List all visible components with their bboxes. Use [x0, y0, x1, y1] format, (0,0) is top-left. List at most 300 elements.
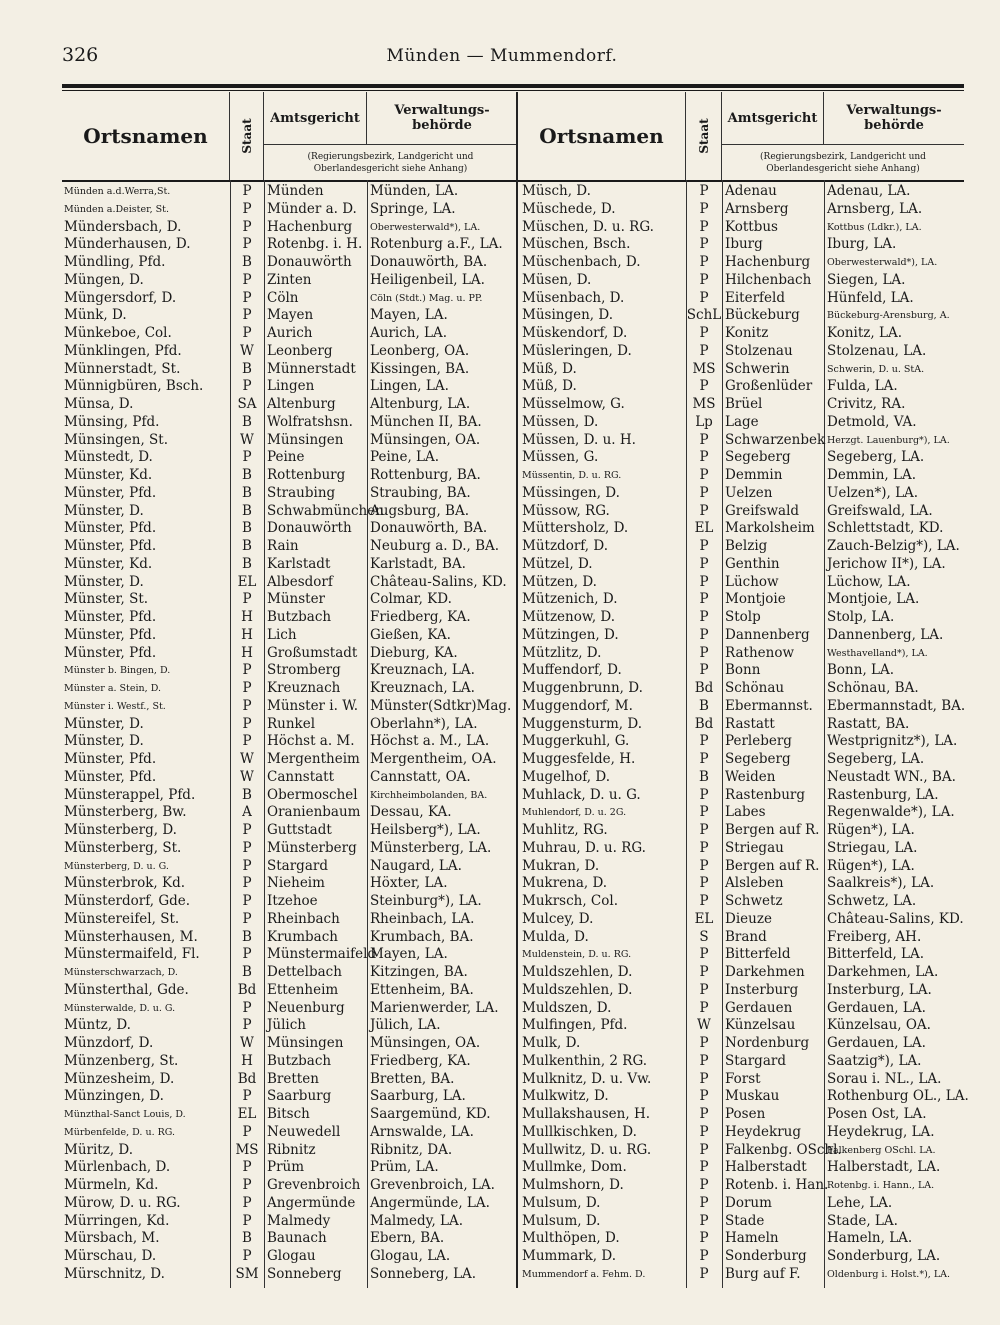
cell-staat: SA — [237, 396, 257, 412]
cell-ortsname: Müntz, D. — [64, 1017, 131, 1034]
cell-verwaltung: Lingen, LA. — [370, 378, 449, 395]
cell-amtsgericht: Schönau — [725, 680, 785, 696]
cell-amtsgericht: Schwetz — [725, 893, 783, 909]
cell-staat: H — [241, 644, 253, 661]
table-row — [62, 538, 517, 556]
table-row — [518, 946, 964, 964]
cell-amtsgericht: Krumbach — [267, 928, 338, 945]
cell-verwaltung: Kitzingen, BA. — [370, 964, 468, 980]
cell-verwaltung: Château-Salins, KD. — [827, 910, 964, 927]
cell-amtsgericht: Perleberg — [725, 733, 792, 750]
cell-staat: P — [699, 964, 709, 980]
cell-amtsgericht: Cöln — [267, 289, 299, 306]
cell-verwaltung: Montjoie, LA. — [827, 591, 920, 608]
cell-amtsgericht: Rathenow — [725, 644, 795, 661]
cell-amtsgericht: Donauwörth — [267, 254, 352, 270]
cell-ortsname: Münster, Kd. — [64, 555, 153, 572]
cell-amtsgericht: Zinten — [267, 271, 312, 288]
cell-staat: B — [242, 254, 252, 270]
table-row — [518, 1017, 964, 1035]
cell-ortsname: Mützdorf, D. — [522, 538, 609, 554]
cell-staat: Bd — [694, 680, 714, 696]
col-header-amtsgericht: Amtsgericht — [264, 92, 367, 144]
cell-ortsname: Mukrena, D. — [522, 875, 608, 892]
cell-verwaltung: Demmin, LA. — [827, 467, 917, 483]
cell-ortsname: Müssow, RG. — [522, 502, 610, 519]
table-row — [518, 822, 964, 840]
cell-ortsname: Mukrsch, Col. — [522, 893, 618, 909]
col-header-verwaltung: Verwaltungs- behörde — [846, 103, 942, 133]
cell-staat: P — [242, 680, 252, 696]
cell-verwaltung: Künzelsau, OA. — [827, 1017, 931, 1034]
cell-amtsgericht: Forst — [725, 1070, 761, 1087]
table-row — [62, 254, 517, 272]
cell-verwaltung: Saalkreis*), LA. — [827, 875, 935, 892]
cell-ortsname: Müß, D. — [522, 360, 577, 377]
cell-amtsgericht: Münnerstadt — [267, 360, 356, 377]
cell-verwaltung: Höxter, LA. — [370, 875, 448, 892]
cell-staat: P — [699, 342, 709, 359]
table-row — [62, 858, 517, 876]
cell-ortsname: Münster, Kd. — [64, 467, 153, 483]
table-row — [62, 414, 517, 432]
cell-ortsname: Mulcey, D. — [522, 910, 594, 927]
cell-staat: P — [699, 786, 709, 803]
cell-ortsname: Münster b. Bingen, D. — [64, 665, 171, 677]
cell-staat: P — [242, 1123, 252, 1140]
cell-amtsgericht: Großenlüder — [725, 378, 813, 395]
cell-amtsgericht: Muskau — [725, 1088, 780, 1105]
cell-staat: P — [699, 200, 709, 217]
cell-ortsname: Müskendorf, D. — [522, 325, 628, 341]
cell-verwaltung: Karlstadt, BA. — [370, 555, 466, 572]
cell-verwaltung: Donauwörth, BA. — [370, 520, 488, 537]
table-row — [518, 574, 964, 592]
table-row — [62, 946, 517, 964]
cell-amtsgericht: Stargard — [725, 1052, 786, 1069]
cell-ortsname: Münsterberg, Bw. — [64, 804, 187, 821]
cell-amtsgericht: Butzbach — [267, 1052, 332, 1069]
table-row — [518, 627, 964, 645]
cell-amtsgericht: Hachenburg — [725, 254, 811, 270]
cell-staat: P — [699, 999, 709, 1016]
cell-amtsgericht: Demmin — [725, 467, 783, 483]
cell-staat: P — [242, 183, 252, 199]
cell-staat: P — [242, 271, 252, 288]
cell-amtsgericht: Angermünde — [267, 1194, 356, 1211]
table-row — [518, 272, 964, 290]
right-table — [518, 92, 969, 1288]
cell-ortsname: Müssen, G. — [522, 449, 599, 466]
cell-amtsgericht: Stromberg — [267, 662, 341, 679]
cell-amtsgericht: Rotenbg. i. H. — [267, 236, 363, 253]
cell-verwaltung: Oberlahn*), LA. — [370, 715, 478, 732]
cell-amtsgericht: Altenburg — [267, 396, 336, 412]
cell-ortsname: Mulkwitz, D. — [522, 1088, 609, 1105]
table-row — [62, 449, 517, 467]
right-table-header — [518, 92, 964, 180]
cell-staat: EL — [694, 520, 714, 537]
cell-verwaltung: Dannenberg, LA. — [827, 626, 944, 643]
cell-staat: P — [699, 218, 709, 235]
cell-staat: B — [242, 538, 252, 554]
cell-amtsgericht: Münsterberg — [267, 839, 357, 856]
cell-ortsname: Mürow, D. u. RG. — [64, 1194, 181, 1211]
cell-verwaltung: Rottenburg, BA. — [370, 467, 481, 483]
cell-ortsname: Münsterthal, Gde. — [64, 981, 189, 998]
cell-ortsname: Münster, Pfd. — [64, 626, 157, 643]
cell-amtsgericht: Rain — [267, 538, 299, 554]
cell-staat: P — [699, 378, 709, 395]
cell-staat: MS — [235, 1141, 259, 1158]
table-row — [518, 1213, 964, 1231]
cell-ortsname: Muhrau, D. u. RG. — [522, 839, 646, 856]
table-row — [518, 1142, 964, 1160]
cell-amtsgericht: Ribnitz — [267, 1141, 316, 1158]
table-row — [62, 627, 517, 645]
cell-ortsname: Münsterhausen, M. — [64, 928, 198, 945]
table-row — [518, 378, 964, 396]
cell-staat: P — [699, 1248, 709, 1264]
cell-ortsname: Münsterschwarzach, D. — [64, 967, 178, 978]
cell-verwaltung: Sonneberg, LA. — [370, 1265, 477, 1282]
table-row — [62, 574, 517, 592]
cell-staat: P — [699, 484, 709, 501]
col-header-amtsgericht: Amtsgericht — [722, 92, 824, 144]
cell-staat: P — [699, 1159, 709, 1176]
cell-amtsgericht: Obermoschel — [267, 786, 358, 803]
cell-ortsname: Mullkischken, D. — [522, 1123, 637, 1140]
cell-verwaltung: Friedberg, KA. — [370, 609, 471, 625]
cell-verwaltung: Saatzig*), LA. — [827, 1052, 922, 1069]
cell-ortsname: Mündersbach, D. — [64, 218, 182, 235]
table-row — [518, 1053, 964, 1071]
table-row — [518, 449, 964, 467]
table-row — [518, 201, 964, 219]
table-row — [62, 733, 517, 751]
cell-staat: B — [242, 413, 252, 430]
cell-amtsgericht: Saarburg — [267, 1088, 332, 1105]
cell-verwaltung: München II, BA. — [370, 413, 482, 430]
cell-staat: P — [242, 307, 252, 324]
cell-staat: P — [699, 875, 709, 892]
cell-amtsgericht: Stolzenau — [725, 342, 793, 359]
cell-ortsname: Münster, Pfd. — [64, 751, 157, 767]
cell-amtsgericht: Großumstadt — [267, 644, 358, 661]
cell-staat: P — [699, 1035, 709, 1051]
cell-verwaltung: Gießen, KA. — [370, 626, 451, 643]
cell-staat: P — [242, 1088, 252, 1105]
cell-ortsname: Mullakshausen, H. — [522, 1106, 651, 1122]
cell-amtsgericht: Konitz — [725, 325, 769, 341]
table-row — [518, 1177, 964, 1195]
cell-amtsgericht: Arnsberg — [725, 200, 789, 217]
table-row — [518, 929, 964, 947]
cell-verwaltung: Neuburg a. D., BA. — [370, 538, 500, 554]
table-row — [518, 680, 964, 698]
cell-amtsgericht: Stade — [725, 1212, 765, 1229]
page-number: 326 — [62, 44, 99, 66]
cell-staat: EL — [237, 1106, 257, 1122]
cell-staat: P — [699, 254, 709, 270]
cell-amtsgericht: Labes — [725, 804, 766, 821]
cell-amtsgericht: Albesdorf — [267, 573, 333, 590]
cell-verwaltung: Rügen*), LA. — [827, 857, 915, 874]
table-row — [62, 201, 517, 219]
cell-staat: P — [242, 591, 252, 608]
cell-ortsname: Mürmeln, Kd. — [64, 1177, 159, 1193]
cell-amtsgericht: Falkenbg. OSchl. — [725, 1141, 842, 1158]
cell-amtsgericht: Dettelbach — [267, 964, 342, 980]
cell-ortsname: Münster, Pfd. — [64, 609, 157, 625]
cell-amtsgericht: Burg auf F. — [725, 1265, 801, 1282]
cell-staat: W — [240, 342, 254, 359]
table-row — [518, 307, 964, 325]
table-row — [62, 1195, 517, 1213]
cell-staat: W — [240, 431, 254, 448]
table-row — [518, 964, 964, 982]
cell-amtsgericht: Ettenheim — [267, 981, 339, 998]
cell-verwaltung: Oberwesterwald*), LA. — [370, 221, 481, 233]
cell-ortsname: Müschede, D. — [522, 200, 616, 217]
cell-verwaltung: Arnsberg, LA. — [827, 200, 923, 217]
table-row — [518, 538, 964, 556]
table-row — [518, 893, 964, 911]
table-row — [518, 698, 964, 716]
header-bottom-rule — [518, 180, 964, 182]
table-row — [62, 1248, 517, 1266]
cell-staat: P — [699, 644, 709, 661]
cell-ortsname: Münster, Pfd. — [64, 644, 157, 661]
table-row — [518, 911, 964, 929]
cell-amtsgericht: Schwerin — [725, 360, 790, 377]
table-row — [62, 840, 517, 858]
table-row — [62, 378, 517, 396]
cell-ortsname: Müngen, D. — [64, 271, 144, 288]
cell-verwaltung: Höchst a. M., LA. — [370, 733, 490, 750]
table-row — [62, 716, 517, 734]
cell-verwaltung: Mergentheim, OA. — [370, 751, 497, 767]
cell-verwaltung: Iburg, LA. — [827, 236, 897, 253]
cell-ortsname: Muhlitz, RG. — [522, 822, 608, 838]
cell-staat: P — [242, 697, 252, 714]
cell-ortsname: Mützlitz, D. — [522, 644, 602, 661]
cell-amtsgericht: Malmedy — [267, 1212, 331, 1229]
cell-ortsname: Münstereifel, St. — [64, 910, 180, 927]
cell-ortsname: Münnerstadt, St. — [64, 360, 181, 377]
cell-verwaltung: Dieburg, KA. — [370, 644, 458, 661]
cell-ortsname: Münster, St. — [64, 591, 149, 608]
cell-ortsname: Müritz, D. — [64, 1141, 134, 1158]
cell-verwaltung: Adenau, LA. — [827, 183, 911, 199]
left-table-header — [62, 92, 517, 180]
cell-ortsname: Münsa, D. — [64, 396, 134, 412]
cell-staat: EL — [694, 910, 714, 927]
cell-amtsgericht: Hachenburg — [267, 218, 353, 235]
cell-staat: SchL — [686, 307, 722, 324]
cell-amtsgericht: Donauwörth — [267, 520, 352, 537]
table-row — [62, 1088, 517, 1106]
cell-amtsgericht: Lingen — [267, 378, 315, 395]
table-row — [62, 307, 517, 325]
cell-staat: W — [697, 1017, 711, 1034]
cell-verwaltung: Darkehmen, LA. — [827, 964, 939, 980]
cell-ortsname: Münden a.d.Werra,St. — [64, 186, 171, 197]
cell-verwaltung: Heiligenbeil, LA. — [370, 271, 485, 288]
table-row — [62, 485, 517, 503]
table-row — [518, 1071, 964, 1089]
cell-staat: P — [699, 839, 709, 856]
col-header-staat-label: Staat — [696, 118, 711, 154]
cell-ortsname: Mulda, D. — [522, 928, 589, 945]
cell-staat: P — [699, 733, 709, 750]
cell-ortsname: Münzenberg, St. — [64, 1052, 179, 1069]
table-row — [62, 396, 517, 414]
cell-ortsname: Müsch, D. — [522, 183, 591, 199]
cell-staat: P — [699, 1106, 709, 1122]
cell-amtsgericht: Glogau — [267, 1248, 316, 1264]
cell-staat: P — [699, 804, 709, 821]
table-row — [62, 929, 517, 947]
cell-staat: B — [242, 555, 252, 572]
left-table — [62, 92, 517, 1288]
cell-verwaltung: Münsingen, OA. — [370, 431, 481, 448]
cell-staat: P — [242, 325, 252, 341]
cell-ortsname: Müsen, D. — [522, 271, 592, 288]
cell-staat: P — [699, 946, 709, 963]
cell-staat: P — [242, 1248, 252, 1264]
page-title: Münden — Mummendorf. — [386, 46, 618, 66]
cell-staat: B — [242, 928, 252, 945]
table-row — [62, 1124, 517, 1142]
cell-staat: P — [699, 893, 709, 909]
table-row — [518, 591, 964, 609]
cell-verwaltung: Rotenbg. i. Hann., LA. — [827, 1180, 935, 1191]
cell-verwaltung: Ettenheim, BA. — [370, 981, 474, 998]
cell-staat: B — [699, 697, 709, 714]
cell-ortsname: Muhlack, D. u. G. — [522, 786, 641, 803]
cell-verwaltung: Westhavelland*), LA. — [827, 647, 928, 659]
cell-staat: H — [241, 626, 253, 643]
cell-verwaltung: Friedberg, KA. — [370, 1052, 471, 1069]
cell-ortsname: Müsselmow, G. — [522, 396, 625, 412]
right-rows — [518, 183, 969, 1284]
cell-verwaltung: Schlettstadt, KD. — [827, 520, 944, 537]
cell-amtsgericht: Lüchow — [725, 573, 779, 590]
cell-staat: H — [241, 609, 253, 625]
cell-staat: P — [699, 431, 709, 448]
cell-amtsgericht: Guttstadt — [267, 822, 332, 838]
cell-ortsname: Mürsbach, M. — [64, 1230, 160, 1247]
cell-staat: P — [699, 981, 709, 998]
table-row — [518, 875, 964, 893]
cell-verwaltung: Zauch-Belzig*), LA. — [827, 538, 960, 554]
cell-amtsgericht: Itzehoe — [267, 893, 318, 909]
cell-verwaltung: Stolp, LA. — [827, 609, 895, 625]
cell-verwaltung: Saarburg, LA. — [370, 1088, 466, 1105]
table-row — [518, 1230, 964, 1248]
cell-ortsname: Münsterberg, D. — [64, 822, 177, 838]
table-row — [62, 1213, 517, 1231]
cell-ortsname: Mützen, D. — [522, 573, 597, 590]
cell-staat: P — [699, 502, 709, 519]
cell-amtsgericht: Bückeburg — [725, 307, 800, 324]
cell-verwaltung: Rotenburg a.F., LA. — [370, 236, 503, 253]
cell-staat: B — [242, 1230, 252, 1247]
cell-ortsname: Muldszehlen, D. — [522, 981, 633, 998]
cell-ortsname: Müngersdorf, D. — [64, 289, 177, 306]
header-bottom-rule — [62, 180, 517, 182]
cell-amtsgericht: Nordenburg — [725, 1035, 810, 1051]
left-rows — [62, 183, 517, 1284]
table-row — [62, 875, 517, 893]
cell-amtsgericht: Sonderburg — [725, 1248, 807, 1264]
cell-ortsname: Muggesfelde, H. — [522, 751, 636, 767]
table-row — [518, 716, 964, 734]
cell-ortsname: Mürschau, D. — [64, 1248, 157, 1264]
cell-verwaltung: Münsingen, OA. — [370, 1035, 481, 1051]
cell-staat: Lp — [695, 413, 713, 430]
cell-amtsgericht: Münster — [267, 591, 326, 608]
cell-ortsname: Müsleringen, D. — [522, 342, 632, 359]
cell-verwaltung: Münsterberg, LA. — [370, 839, 492, 856]
cell-ortsname: Münsing, Pfd. — [64, 413, 160, 430]
cell-ortsname: Münsterberg, St. — [64, 839, 182, 856]
cell-staat: P — [242, 200, 252, 217]
table-row — [62, 787, 517, 805]
cell-verwaltung: Mayen, LA. — [370, 307, 448, 324]
cell-staat: SM — [235, 1265, 259, 1282]
cell-ortsname: Muldszehlen, D. — [522, 964, 633, 980]
cell-amtsgericht: Genthin — [725, 555, 780, 572]
table-row — [62, 645, 517, 663]
cell-amtsgericht: Aurich — [267, 325, 313, 341]
cell-amtsgericht: Bretten — [267, 1070, 319, 1087]
cell-staat: H — [241, 1052, 253, 1069]
table-row — [518, 645, 964, 663]
cell-verwaltung: Kottbus (Ldkr.), LA. — [827, 221, 922, 233]
cell-ortsname: Mugelhof, D. — [522, 768, 611, 785]
cell-verwaltung: Kreuznach, LA. — [370, 662, 475, 679]
cell-staat: Bd — [694, 715, 714, 732]
table-row — [62, 467, 517, 485]
table-row — [518, 1159, 964, 1177]
cell-verwaltung: Jerichow II*), LA. — [827, 555, 946, 572]
cell-verwaltung: Krumbach, BA. — [370, 928, 474, 945]
cell-ortsname: Münzthal-Sanct Louis, D. — [64, 1109, 186, 1120]
table-row — [62, 1035, 517, 1053]
cell-verwaltung: Segeberg, LA. — [827, 751, 925, 767]
col-header-staat — [230, 92, 264, 180]
cell-ortsname: Muggendorf, M. — [522, 697, 633, 714]
cell-verwaltung: Bretten, BA. — [370, 1070, 455, 1087]
cell-ortsname: Müttersholz, D. — [522, 520, 629, 537]
cell-verwaltung: Stolzenau, LA. — [827, 342, 927, 359]
cell-staat: W — [240, 768, 254, 785]
cell-amtsgericht: Halberstadt — [725, 1159, 807, 1176]
table-row — [62, 272, 517, 290]
cell-verwaltung: Colmar, KD. — [370, 591, 452, 608]
cell-verwaltung: Bitterfeld, LA. — [827, 946, 925, 963]
cell-ortsname: Muggenbrunn, D. — [522, 680, 643, 696]
cell-verwaltung: Bückeburg-Arensburg, A. — [827, 310, 950, 322]
table-row — [62, 325, 517, 343]
cell-staat: P — [699, 271, 709, 288]
cell-ortsname: Mützenich, D. — [522, 591, 618, 608]
cell-staat: P — [699, 1070, 709, 1087]
cell-verwaltung: Château-Salins, KD. — [370, 573, 507, 590]
cell-staat: P — [699, 289, 709, 306]
